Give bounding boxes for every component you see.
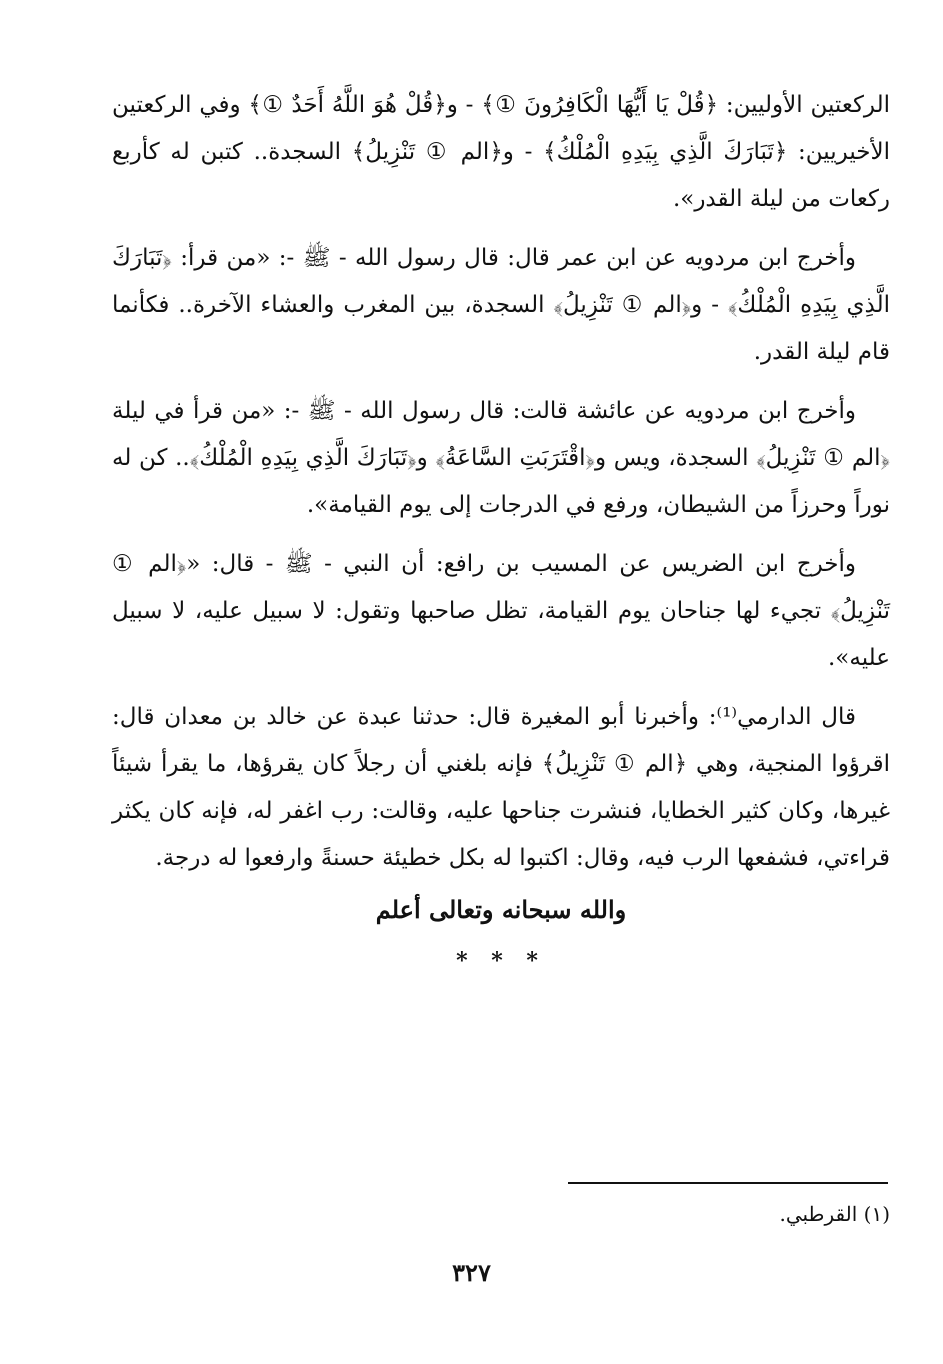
paragraph-1: الركعتين الأوليين: ﴿قُلْ يَا أَيُّهَا الْكَافِرُونَ ①﴾ - و﴿قُلْ هُوَ اللَّهُ أَحَدٌ ①﴾ وفي الركعتين الأخيريين: ﴿تَبَارَكَ الَّذِي بِيَدِهِ الْمُلْكُ﴾ - و﴿الم ① تَنْزِيلُ﴾ السجدة.. كتبن له كأربع ركعات من ليلة القدر». [112, 92, 890, 212]
closing-line: والله سبحانه وتعالى أعلم [375, 895, 627, 924]
section-separator: * * * [456, 948, 546, 974]
main-text [112, 82, 890, 894]
paragraph-4: وأخرج ابن الضريس عن المسيب بن رافع: أن النبي - ﷺ - قال: «﴿الم ① تَنْزِيلُ﴾ تجيء لها جناحان يوم القيامة، تظل صاحبها وتقول: لا سبيل عليه، لا سبيل عليه». [112, 551, 890, 671]
page-number: ٣٢٧ [452, 1258, 491, 1287]
paragraph-2: وأخرج ابن مردويه عن ابن عمر قال: قال رسول الله - ﷺ -: «من قرأ: ﴿تَبَارَكَ الَّذِي بِيَدِهِ الْمُلْكُ﴾ - و﴿الم ① تَنْزِيلُ﴾ السجدة، بين المغرب والعشاء الآخرة.. فكأنما قام ليلة القدر. [112, 245, 890, 365]
footnote: (١) القرطبي. [779, 1202, 890, 1226]
paragraph-3: وأخرج ابن مردويه عن عائشة قالت: قال رسول الله - ﷺ -: «من قرأ في ليلة ﴿الم ① تَنْزِيلُ﴾ السجدة، ويس و﴿اقْتَرَبَتِ السَّاعَةُ﴾ و﴿تَبَارَكَ الَّذِي بِيَدِهِ الْمُلْكُ﴾.. كن له نوراً وحرزاً من الشيطان، ورفع في الدرجات إلى يوم القيامة». [112, 398, 890, 518]
footnote-divider [568, 1182, 888, 1184]
paragraph-5: قال الدارمي⁽¹⁾: وأخبرنا أبو المغيرة قال: حدثنا عبدة عن خالد بن معدان قال: اقرؤوا المنجية، وهي ﴿الم ① تَنْزِيلُ﴾ فإنه بلغني أن رجلاً كان يقرؤها، ما يقرأ شيئاً غيرها، وكان كثير الخطايا، فنشرت جناحها عليه، وقالت: رب اغفر له، فإنه كان يكثر قراءتي، فشفعها الرب فيه، وقال: اكتبوا له بكل خطيئة حسنةً وارفعوا له درجة. [112, 704, 890, 871]
